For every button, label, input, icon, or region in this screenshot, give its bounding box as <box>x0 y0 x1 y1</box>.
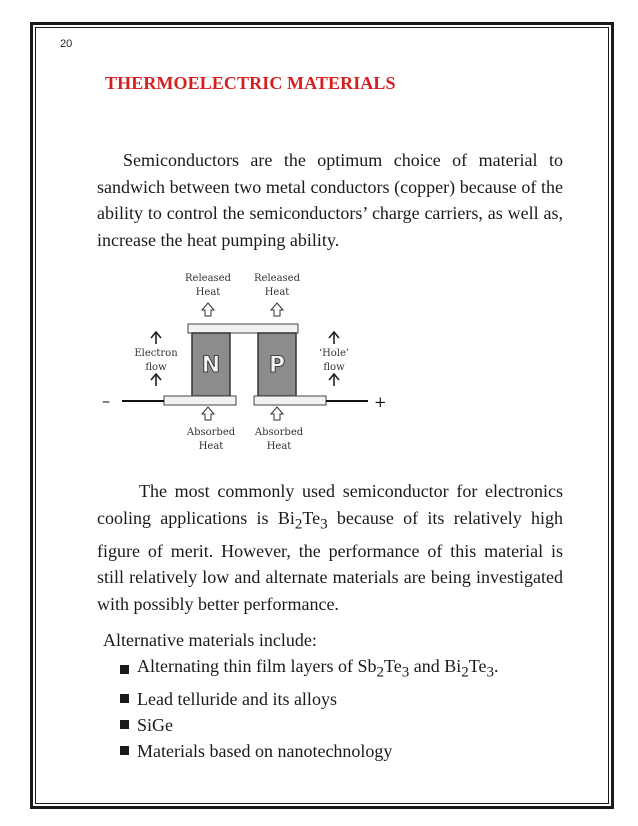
paragraph-semiconductors-text: Semiconductors are the optimum choice of material to sandwich between two metal conductors (copper) because of the ability to control the semiconductors’ charge carriers, as well as, increase the heat pumping ability. <box>97 150 563 250</box>
text-run: Materials based on nanotechnology <box>137 740 393 761</box>
text-run: and Bi <box>409 656 462 676</box>
section-title: THERMOELECTRIC MATERIALS <box>105 73 396 93</box>
electron-flow-arrow-bottom-icon <box>151 374 161 386</box>
electron-flow-line1: Electron <box>134 348 178 359</box>
hole-flow-line1: ‘Hole’ <box>318 348 350 359</box>
square-bullet-icon <box>120 720 129 729</box>
paragraph-bi2te3-mid: Te <box>302 507 321 528</box>
subscript: 3 <box>320 516 328 533</box>
subscript: 2 <box>376 664 384 681</box>
released-heat-right-line1: Released <box>254 273 300 284</box>
absorbed-heat-right-line2: Heat <box>266 441 292 452</box>
alternatives-intro: Alternative materials include: <box>103 630 317 650</box>
subscript: 2 <box>461 664 469 681</box>
text-run: Te <box>468 656 487 676</box>
paragraph-bi2te3-before: The most commonly used semiconductor for electronics cooling applications is Bi <box>97 481 563 528</box>
plus-terminal: + <box>374 393 387 411</box>
released-heat-right-arrow-icon <box>271 303 283 316</box>
absorbed-heat-right-line1: Absorbed <box>254 427 304 438</box>
square-bullet-icon <box>120 746 129 755</box>
hole-flow-line2: flow <box>323 362 345 373</box>
list-item-text <box>137 686 337 712</box>
list-item <box>120 686 498 712</box>
page-number: 20 <box>60 38 73 50</box>
absorbed-heat-left-arrow-icon <box>202 407 214 420</box>
minus-terminal: – <box>102 391 110 410</box>
list-item-text <box>137 653 498 686</box>
absorbed-heat-left-line2: Heat <box>198 441 224 452</box>
list-item <box>120 653 498 686</box>
text-run: . <box>493 656 499 676</box>
subscript: 2 <box>294 516 303 533</box>
list-item <box>120 712 498 738</box>
text-run: Lead telluride and its alloys <box>137 688 337 709</box>
subscript: 3 <box>401 664 410 681</box>
square-bullet-icon <box>120 694 129 703</box>
text-run: Te <box>383 656 402 676</box>
top-conductor-plate <box>188 324 298 333</box>
hole-flow-arrow-top-icon <box>329 332 339 344</box>
list-item <box>120 738 498 764</box>
square-bullet-icon <box>120 665 129 674</box>
list-item-text <box>137 738 392 764</box>
absorbed-heat-left-line1: Absorbed <box>186 427 236 438</box>
released-heat-left-line2: Heat <box>195 287 221 298</box>
electron-flow-line2: flow <box>145 362 167 373</box>
bottom-left-conductor-plate <box>164 396 236 405</box>
n-label: N <box>201 353 221 378</box>
electron-flow-arrow-top-icon <box>151 332 161 344</box>
released-heat-right-line2: Heat <box>264 287 290 298</box>
alternatives-list <box>120 653 498 764</box>
absorbed-heat-right-arrow-icon <box>271 407 283 420</box>
paragraph-bi2te3 <box>97 478 563 617</box>
text-run: SiGe <box>137 714 173 735</box>
hole-flow-arrow-bottom-icon <box>329 374 339 386</box>
paragraph-semiconductors <box>97 147 563 253</box>
p-label: P <box>268 353 286 378</box>
bottom-right-conductor-plate <box>254 396 326 405</box>
released-heat-left-arrow-icon <box>202 303 214 316</box>
released-heat-left-line1: Released <box>185 273 231 284</box>
text-run: Alternating thin film layers of Sb <box>137 656 377 676</box>
subscript: 3 <box>486 664 494 681</box>
paragraph-bi2te3-after: because of its relatively high figure of merit. However, the performance of this material is still relatively low and alternate materials are being investigated with possibly better performance. <box>97 507 563 614</box>
list-item-text <box>137 712 173 738</box>
peltier-diagram <box>92 268 402 460</box>
